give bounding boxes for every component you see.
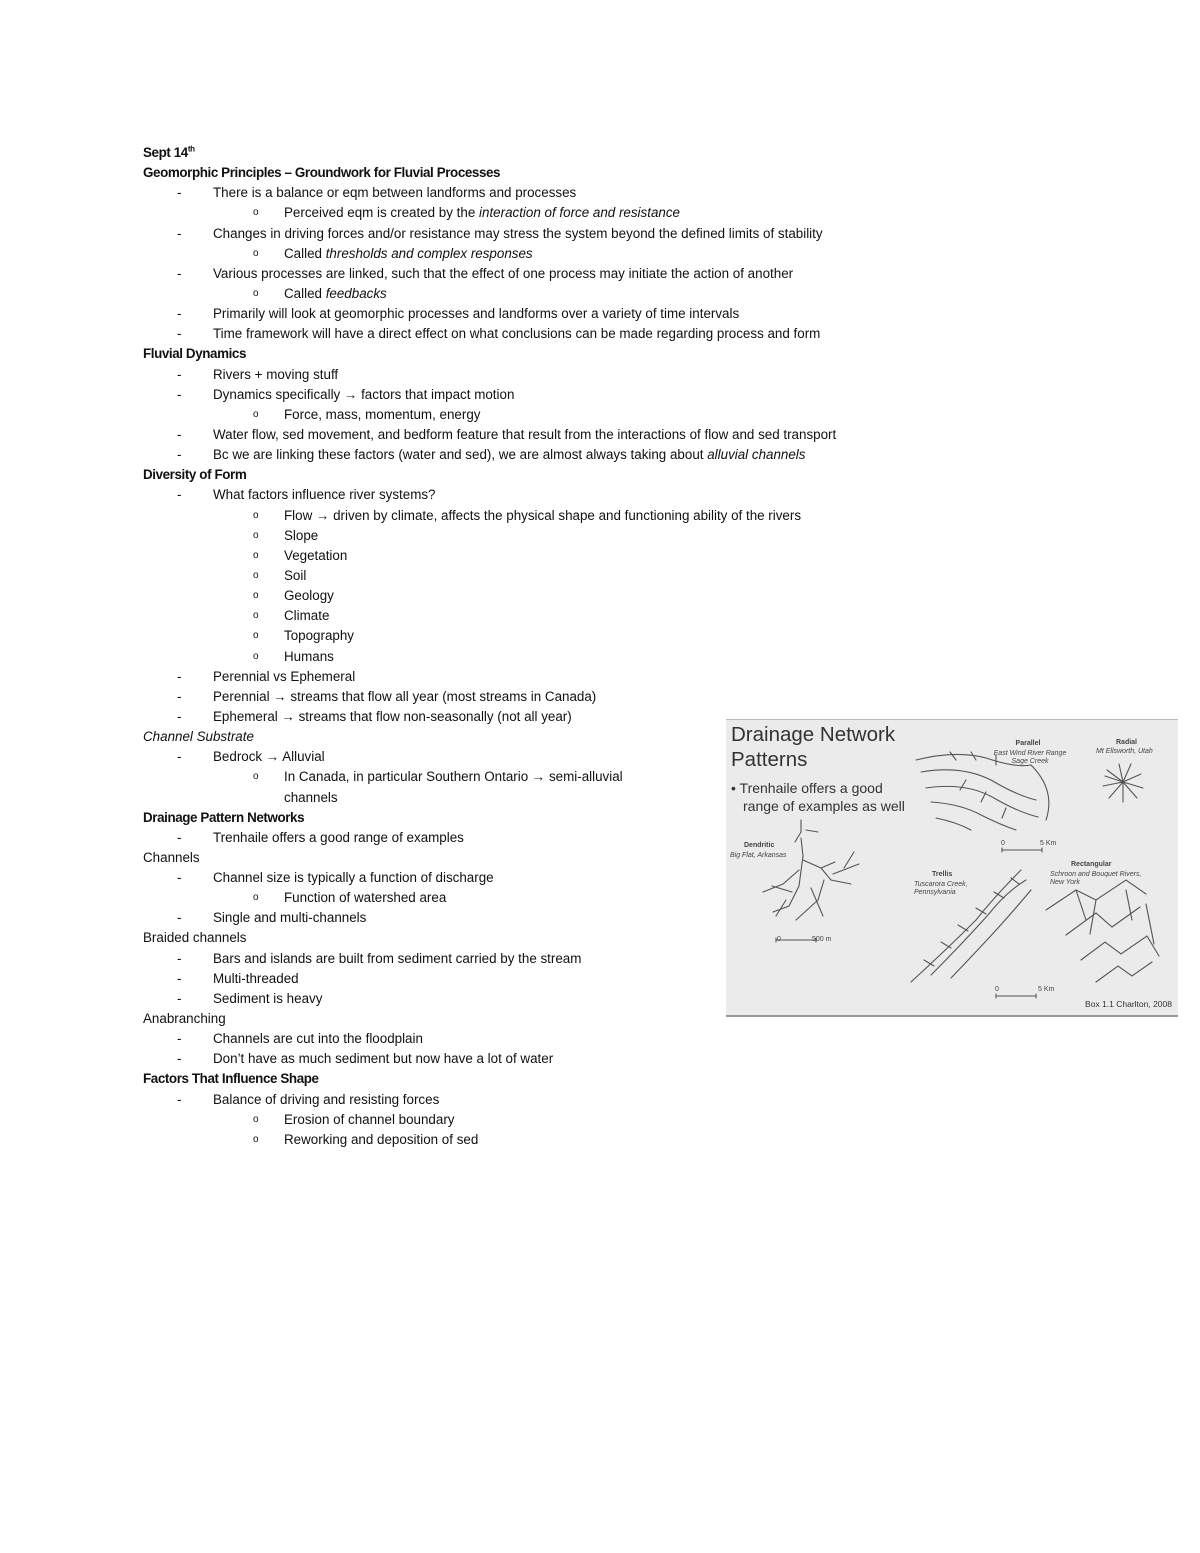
note-line [143,626,1143,646]
bullet-circle-icon [253,405,259,425]
scale-dendritic-label: 500 m [812,936,832,943]
line-text: Rivers + moving stuff [213,366,339,382]
bullet-circle-icon [253,626,259,646]
note-line [143,606,1143,626]
line-emphasis: interaction of force and resistance [479,205,680,221]
line-text: Perennial → streams that flow all year (most streams in Canada) [213,688,597,704]
bullet-circle-icon [253,203,259,223]
line-text: Various processes are linked, such that the effect of one process may initiate the action of another [213,265,794,281]
line-text: Function of watershed area [284,890,447,906]
note-line [143,183,1143,203]
radial-pattern [1103,764,1143,802]
note-line [143,224,1143,244]
bullet-circle-icon [253,284,259,304]
line-text: Sediment is heavy [213,990,323,1006]
bullet-dash: - [177,426,182,442]
note-line [143,445,1143,465]
bullet-dash: - [177,668,182,684]
line-text: Reworking and deposition of sed [284,1131,479,1147]
bullet-circle-icon [253,1110,259,1130]
radial-place: Mt Ellsworth, Utah [1096,748,1153,755]
dendritic-place: Big Flat, Arkansas [730,852,787,859]
line-emphasis: feedbacks [325,285,387,301]
bullet-dash: - [177,306,182,322]
note-line [143,1130,1143,1150]
rectangular-place: Schroon and Bouquet Rivers, New York [1050,871,1142,886]
parallel-place: East Wind River Range Sage Creek [993,750,1067,765]
line-emphasis: thresholds and complex responses [325,245,533,261]
note-line [143,1110,1143,1130]
figure-bullet-line-1: • Trenhaile offers a good [731,780,883,796]
line-text: Geomorphic Principles – Groundwork for Fluvial Processes [143,165,501,181]
line-text: Ephemeral → streams that flow non-seasonally (not all year) [213,708,572,724]
bullet-circle-icon [253,526,259,546]
line-text: Water flow, sed movement, and bedform feature that result from the interactions of flow and sed transport [213,426,837,442]
scale-top-label: 5 Km [1040,840,1057,847]
line-text: Channels are cut into the floodplain [213,1031,423,1047]
note-line [143,324,1143,344]
line-text: Primarily will look at geomorphic processes and landforms over a variety of time intervals [213,306,740,322]
dendritic-label: Dendritic [744,842,775,849]
bullet-circle-icon [253,606,259,626]
line-text: Bc we are linking these factors (water and sed), we are almost always taking about [213,447,708,463]
bullet-circle-icon [253,546,259,566]
trellis-label: Trellis [932,871,953,878]
note-line [143,385,1143,405]
bullet-dash: - [177,487,182,503]
bullet-dash: - [177,970,182,986]
note-line [143,203,1143,223]
bullet-dash: - [177,910,182,926]
line-text: Bedrock → Alluvial [213,749,325,765]
note-line [143,405,1143,425]
note-line [143,344,1143,364]
bullet-dash: - [177,688,182,704]
line-text: In Canada, in particular Southern Ontario → semi-alluvial [284,769,623,785]
line-text: Called [284,245,326,261]
note-line [143,647,1143,667]
figure-title-line-2: Patterns [731,748,808,771]
note-line [143,1090,1143,1110]
line-text: Channel size is typically a function of discharge [213,870,494,886]
line-text: Changes in driving forces and/or resistance may stress the system beyond the defined limits of stability [213,225,823,241]
scale-bar-top [1002,848,1042,852]
line-text: Anabranching [143,1011,226,1027]
bullet-circle-icon [253,566,259,586]
date-superscript: th [187,144,195,154]
scale-top-zero: 0 [1001,840,1005,847]
date-text: Sept 14 [143,145,188,160]
line-text: Channels [143,849,200,865]
bullet-circle-icon [253,244,259,264]
line-emphasis: alluvial channels [707,447,806,463]
line-text: Flow → driven by climate, affects the physical shape and functioning ability of the rivers [284,507,802,523]
note-line [143,244,1143,264]
bullet-dash: - [177,1091,182,1107]
note-line [143,465,1143,485]
line-text: Geology [284,588,334,604]
line-text: Dynamics specifically → factors that impact motion [213,386,515,402]
bullet-dash: - [177,1051,182,1067]
bullet-dash: - [177,225,182,241]
bullet-dash: - [177,386,182,402]
note-line [143,1049,1143,1069]
scale-bar-bottom [996,994,1036,998]
line-text: Diversity of Form [143,467,247,483]
line-text: channels [284,789,338,805]
note-line [143,546,1143,566]
line-text: Drainage Pattern Networks [143,809,305,825]
line-text: Trenhaile offers a good range of examples [213,829,464,845]
bullet-dash: - [177,366,182,382]
note-line [143,304,1143,324]
radial-label: Radial [1116,739,1138,746]
figure-title-line-1: Drainage Network [731,723,896,746]
note-line [143,264,1143,284]
note-line [143,485,1143,505]
scale-dendritic-zero: 0 [777,936,781,943]
bullet-circle-icon [253,767,259,787]
bullet-circle-icon [253,647,259,667]
line-text: Humans [284,648,334,664]
bullet-dash: - [177,870,182,886]
line-text: Perennial vs Ephemeral [213,668,356,684]
line-text: Force, mass, momentum, energy [284,406,481,422]
note-line [143,1029,1143,1049]
line-text: Topography [284,628,354,644]
dendritic-pattern [763,820,859,942]
line-text: Multi-threaded [213,970,299,986]
line-text: Bars and islands are built from sediment carried by the stream [213,950,582,966]
line-text: Perceived eqm is created by the [284,205,480,221]
line-text: Time framework will have a direct effect on what conclusions can be made regarding process and form [213,326,821,342]
line-emphasis: Channel Substrate [143,729,254,745]
note-line [143,365,1143,385]
line-text: Slope [284,527,319,543]
figure-bullet-line-2: range of examples as well [743,798,905,814]
line-text: Vegetation [284,547,348,563]
figure-source: Box 1.1 Charlton, 2008 [1085,999,1172,1009]
drainage-network-figure [726,719,1178,1017]
line-text: Called [284,285,326,301]
line-text: Soil [284,567,307,583]
parallel-pattern [916,752,1049,830]
bullet-dash: - [177,950,182,966]
note-line [143,687,1143,707]
drainage-patterns-drawing [726,720,1178,1015]
bullet-circle-icon [253,506,259,526]
parallel-label: Parallel [1015,740,1041,747]
bullet-circle-icon [253,1130,259,1150]
line-text: There is a balance or eqm between landforms and processes [213,185,577,201]
line-text: Balance of driving and resisting forces [213,1091,440,1107]
bullet-dash: - [177,447,182,463]
note-line [143,284,1143,304]
line-text: Braided channels [143,930,247,946]
line-text: Don’t have as much sediment but now have a lot of water [213,1051,554,1067]
scale-bottom-label: 5 Km [1038,986,1055,993]
bullet-dash: - [177,708,182,724]
line-text: Fluvial Dynamics [143,346,247,362]
note-line [143,526,1143,546]
bullet-dash: - [177,749,182,765]
line-text: What factors influence river systems? [213,487,436,503]
trellis-pattern [911,870,1031,982]
note-line [143,566,1143,586]
bullet-dash: - [177,990,182,1006]
note-line [143,163,1143,183]
bullet-dash: - [177,185,182,201]
note-line [143,667,1143,687]
note-line [143,586,1143,606]
rectangular-label: Rectangular [1071,861,1112,868]
line-text: Single and multi-channels [213,910,367,926]
line-text: Erosion of channel boundary [284,1111,455,1127]
bullet-circle-icon [253,586,259,606]
bullet-dash: - [177,265,182,281]
bullet-dash: - [177,829,182,845]
trellis-place: Tuscarora Creek, Pennsylvania [914,881,968,896]
bullet-circle-icon [253,888,259,908]
scale-bottom-zero: 0 [995,986,999,993]
line-text: Factors That Influence Shape [143,1071,319,1087]
note-line [143,506,1143,526]
line-text: Climate [284,608,330,624]
bullet-dash: - [177,1031,182,1047]
date-heading [143,143,1143,163]
note-line [143,1069,1143,1089]
note-line [143,425,1143,445]
rectangular-pattern [1046,880,1159,982]
bullet-dash: - [177,326,182,342]
